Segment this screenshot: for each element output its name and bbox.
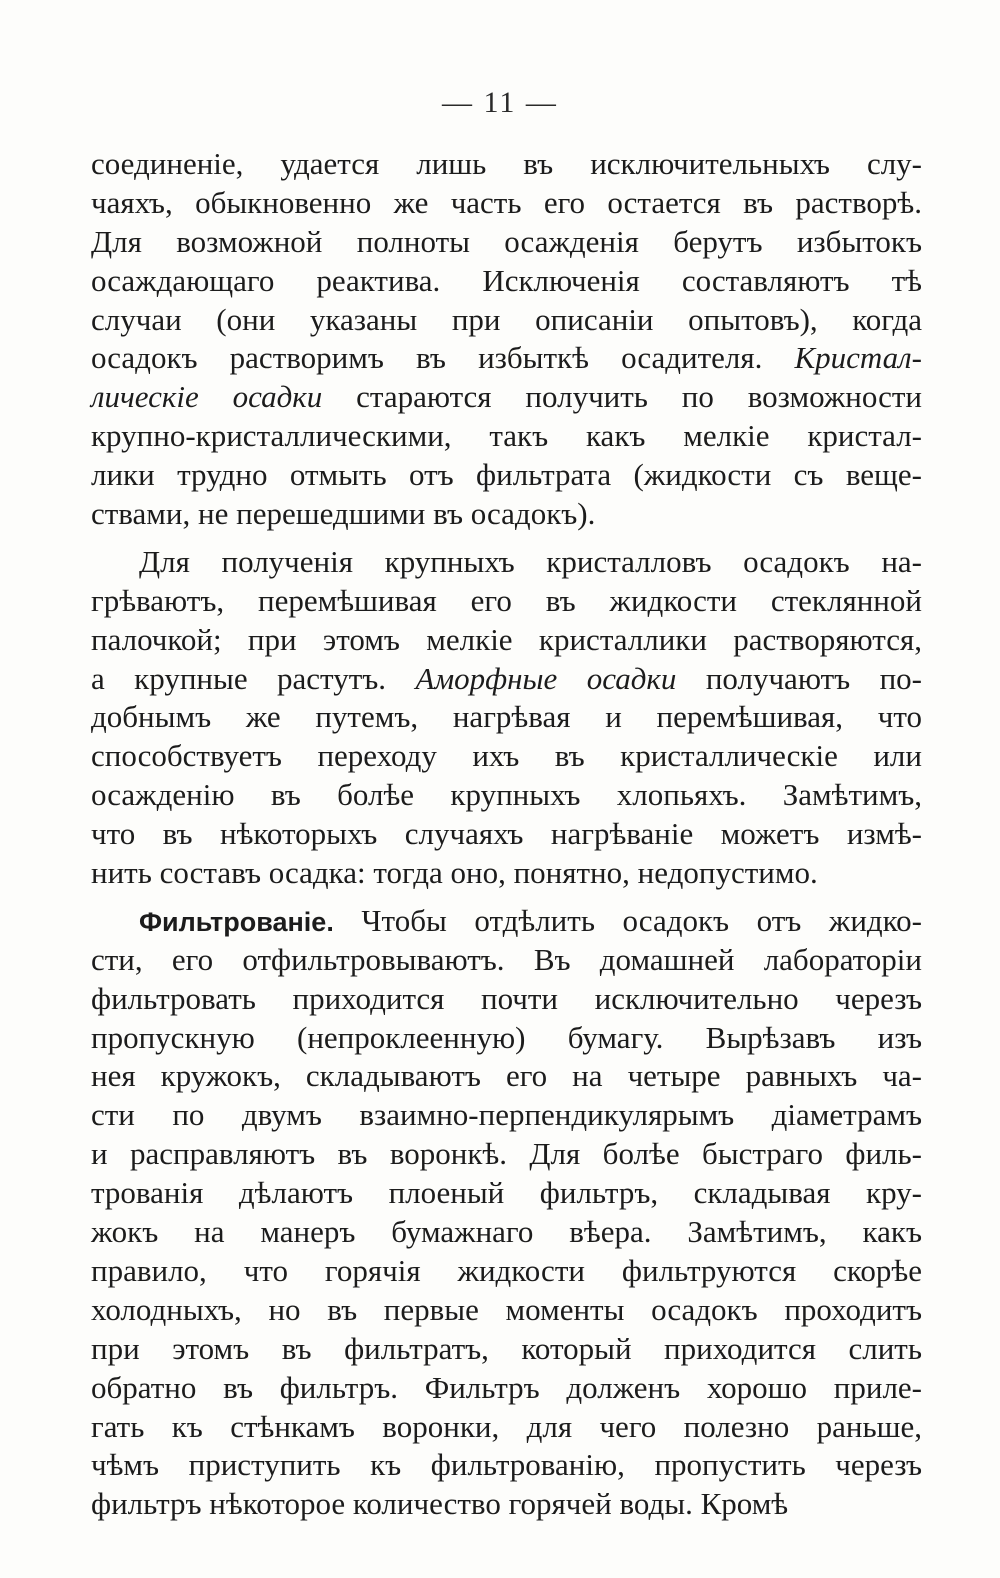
text-segment: жокъ на манеръ бумажнаго вѣера. Замѣтимъ, какъ: [91, 1214, 922, 1250]
text-line: [91, 145, 922, 184]
text-segment: Для полученiя крупныхъ кристалловъ осадокъ на-: [139, 543, 922, 579]
text-line: [91, 417, 922, 456]
text-segment: осадокъ растворимъ въ избыткѣ осадителя.: [91, 340, 795, 376]
text-line: [91, 1291, 922, 1330]
text-line: [91, 980, 922, 1019]
text-line: [91, 1330, 922, 1369]
paragraph-1: [91, 145, 922, 534]
italic-term: Кристал-: [794, 340, 922, 376]
text-line: [91, 660, 922, 699]
italic-term: Аморфные осадки: [415, 660, 677, 696]
paragraph-gap: [91, 893, 922, 902]
text-segment: чѣмъ приступить къ фильтрованiю, пропустить черезъ: [91, 1447, 922, 1483]
text-segment: Чтобы отдѣлить осадокъ отъ жидко-: [333, 902, 922, 938]
text-line: [91, 1485, 922, 1524]
text-segment: и расправляютъ въ воронкѣ. Для болѣе быстраго филь-: [91, 1136, 922, 1172]
text-line: [91, 698, 922, 737]
text-line: [91, 301, 922, 340]
paragraph-3: [91, 902, 922, 1524]
text-line: [91, 339, 922, 378]
text-segment: сти по двумъ взаимно-перпендикулярымъ дiаметрамъ: [91, 1097, 922, 1133]
text-line: [91, 1096, 922, 1135]
text-segment: фильтръ нѣкоторое количество горячей воды. Кромѣ: [91, 1486, 789, 1522]
text-line: [91, 1057, 922, 1096]
text-segment: пропускную (непроклеенную) бумагу. Вырѣзавъ изъ: [91, 1019, 922, 1055]
text-line: [91, 184, 922, 223]
text-line: [91, 378, 922, 417]
text-line: [91, 1446, 922, 1485]
text-line: [91, 776, 922, 815]
text-segment: Для возможной полноты осажденiя берутъ избытокъ: [91, 223, 922, 259]
text-segment: гать къ стѣнкамъ воронки, для чего полезно раньше,: [91, 1408, 922, 1444]
text-segment: способствуетъ переходу ихъ въ кристаллическiе или: [91, 738, 922, 774]
text-segment: трованiя дѣлаютъ плоеный фильтръ, складывая кру-: [91, 1175, 922, 1211]
text-line: [91, 854, 922, 893]
text-line: [91, 1408, 922, 1447]
text-line: [91, 223, 922, 262]
text-segment: обратно въ фильтръ. Фильтръ долженъ хорошо приле-: [91, 1369, 922, 1405]
text-line: [91, 1135, 922, 1174]
paragraph-gap: [91, 534, 922, 543]
text-line: [91, 737, 922, 776]
text-segment: соединенiе, удается лишь въ исключительныхъ слу-: [91, 146, 922, 181]
text-segment: при этомъ въ фильтратъ, который приходится слить: [91, 1330, 922, 1366]
text-segment: добнымъ же путемъ, нагрѣвая и перемѣшивая, что: [91, 699, 922, 735]
text-line: [91, 1019, 922, 1058]
text-segment: фильтровать приходится почти исключительно черезъ: [91, 980, 922, 1016]
text-segment: что въ нѣкоторыхъ случаяхъ нагрѣванiе можетъ измѣ-: [91, 816, 922, 852]
text-line: [91, 262, 922, 301]
text-line: [91, 621, 922, 660]
text-segment: случаи (они указаны при описанiи опытовъ), когда: [91, 301, 922, 337]
text-segment: стараются получить по возможности: [322, 379, 922, 415]
paragraph-2: [91, 543, 922, 893]
text-segment: грѣваютъ, перемѣшивая его въ жидкости стеклянной: [91, 582, 922, 618]
italic-term: лическiе осадки: [91, 379, 323, 415]
text-line: [91, 902, 922, 941]
text-line: [91, 582, 922, 621]
text-segment: лики трудно отмыть отъ фильтрата (жидкости съ веще-: [91, 457, 922, 493]
text-line: [91, 456, 922, 495]
page-number: — 11 —: [442, 86, 558, 119]
text-segment: правило, что горячiя жидкости фильтруются скорѣе: [91, 1252, 922, 1288]
text-segment: нея кружокъ, складываютъ его на четыре равныхъ ча-: [91, 1058, 922, 1094]
text-segment: а крупные растутъ.: [91, 660, 416, 696]
text-line: [91, 495, 922, 534]
text-segment: крупно-кристаллическими, такъ какъ мелкiе кристал-: [91, 418, 922, 454]
text-segment: чаяхъ, обыкновенно же часть его остается въ растворѣ.: [91, 184, 922, 220]
text-line: [91, 1213, 922, 1252]
text-line: [91, 815, 922, 854]
text-segment: ствами, не перешедшими въ осадокъ).: [91, 496, 596, 532]
text-segment: осаждающаго реактива. Исключенiя составляютъ тѣ: [91, 262, 922, 298]
text-segment: нить составъ осадка: тогда оно, понятно, недопустимо.: [91, 855, 818, 891]
text-segment: палочкой; при этомъ мелкiе кристаллики растворяются,: [91, 621, 922, 657]
text-segment: холодныхъ, но въ первые моменты осадокъ проходитъ: [91, 1291, 922, 1327]
text-segment: получаютъ по-: [676, 660, 922, 696]
text-line: [91, 941, 922, 980]
text-segment: осажденiю въ болѣе крупныхъ хлопьяхъ. Замѣтимъ,: [91, 777, 922, 813]
text-segment: сти, его отфильтровываютъ. Въ домашней лабораторiи: [91, 941, 922, 977]
body-text: [91, 145, 922, 1524]
section-heading: Фильтрованiе.: [139, 906, 334, 937]
text-line: [91, 1174, 922, 1213]
text-line: [91, 1369, 922, 1408]
text-line: [91, 543, 922, 582]
text-line: [91, 1252, 922, 1291]
